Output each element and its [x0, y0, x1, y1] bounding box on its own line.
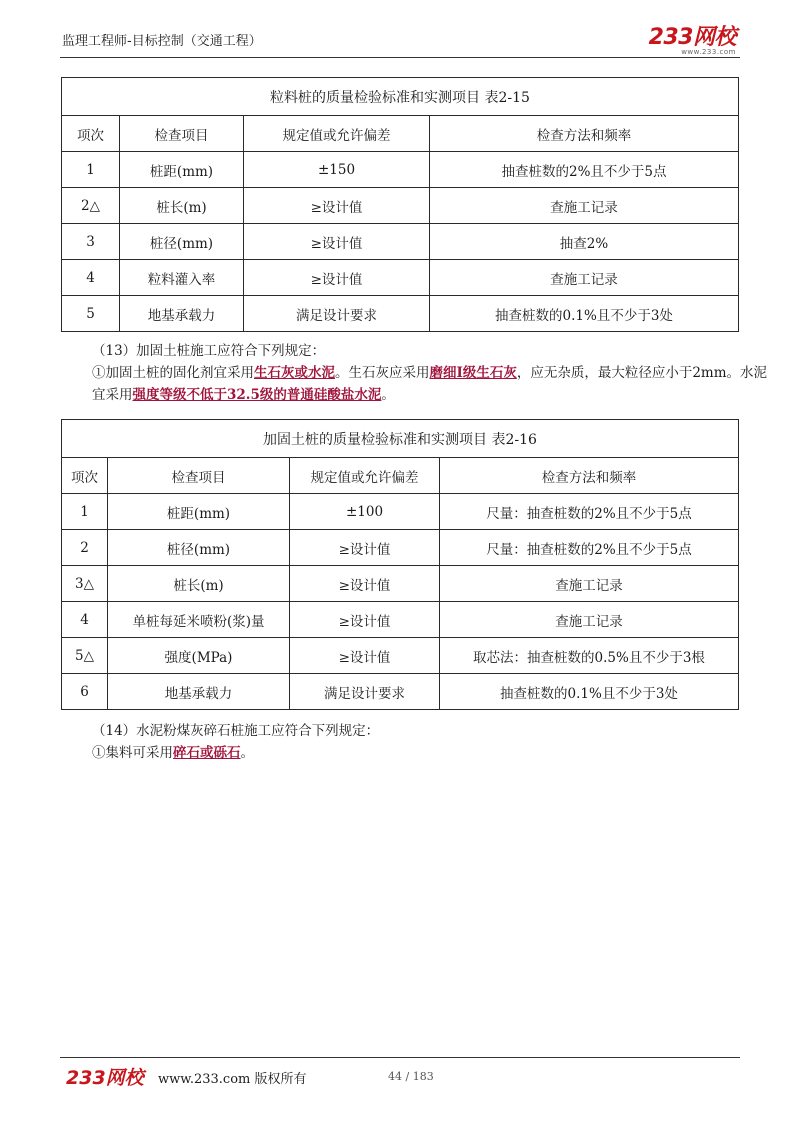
table-caption: 粒料桩的质量检验标准和实测项目 表2-15 — [62, 78, 739, 116]
highlight-text: 碎石或砾石 — [173, 745, 241, 761]
table-cell: 抽查桩数的0.1%且不少于3处 — [440, 674, 739, 710]
table-cell: 4 — [62, 260, 120, 296]
highlight-text: 强度等级不低于32.5级的普通硅酸盐水泥 — [132, 387, 382, 403]
header-divider — [60, 57, 740, 58]
table-caption: 加固土桩的质量检验标准和实测项目 表2-16 — [62, 420, 739, 458]
footer-divider — [60, 1057, 740, 1058]
table-cell: ≥设计值 — [290, 638, 440, 674]
table-2-16 — [61, 419, 739, 710]
column-header: 项次 — [62, 116, 120, 152]
table-cell: 查施工记录 — [440, 602, 739, 638]
table-row — [62, 296, 739, 332]
table-row — [62, 602, 739, 638]
brand-logo-site: www.233.com — [681, 48, 736, 56]
column-header: 检查方法和频率 — [440, 458, 739, 494]
table-cell: 尺量：抽查桩数的2%且不少于5点 — [440, 494, 739, 530]
table-cell: 4 — [62, 602, 108, 638]
table-cell: ≥设计值 — [244, 188, 430, 224]
table-2-15 — [61, 77, 739, 332]
table-cell: ≥设计值 — [244, 224, 430, 260]
table-cell: 查施工记录 — [430, 260, 739, 296]
column-header: 检查项目 — [120, 116, 244, 152]
page-number: 44 / 183 — [388, 1070, 434, 1083]
table-cell: 5 — [62, 296, 120, 332]
column-header: 检查项目 — [108, 458, 290, 494]
section-13-paragraph — [62, 362, 772, 406]
paragraph-text: ，应无杂质，最大粒径应小于2mm。水泥宜采用 — [92, 365, 768, 403]
highlight-text: 磨细Ⅰ级生石灰 — [429, 365, 517, 381]
table-cell: 地基承载力 — [120, 296, 244, 332]
table-cell: 5△ — [62, 638, 108, 674]
table-cell: 2 — [62, 530, 108, 566]
brand-logo[interactable] — [649, 20, 736, 56]
table-row — [62, 530, 739, 566]
section-14-paragraph — [62, 742, 772, 764]
table-cell: 1 — [62, 494, 108, 530]
table-cell: 桩长(m) — [108, 566, 290, 602]
table-cell: 桩距(mm) — [108, 494, 290, 530]
table-cell: 取芯法：抽查桩数的0.5%且不少于3根 — [440, 638, 739, 674]
table-header-row — [62, 116, 739, 152]
table-row — [62, 494, 739, 530]
table-cell: ≥设计值 — [290, 530, 440, 566]
paragraph-text: 。 — [240, 745, 254, 761]
table-cell: 2△ — [62, 188, 120, 224]
table-cell: 3 — [62, 224, 120, 260]
table-row — [62, 638, 739, 674]
table-header-row — [62, 458, 739, 494]
table-cell: 地基承载力 — [108, 674, 290, 710]
table-cell: 抽查2% — [430, 224, 739, 260]
table-cell: 1 — [62, 152, 120, 188]
table-cell: 查施工记录 — [430, 188, 739, 224]
table-cell: 桩距(mm) — [120, 152, 244, 188]
document-header-title: 监理工程师-目标控制（交通工程） — [62, 34, 262, 49]
paragraph-text: 。生石灰应采用 — [335, 365, 430, 381]
table-cell: 单桩每延米喷粉(浆)量 — [108, 602, 290, 638]
section-13-heading: （13）加固土桩施工应符合下列规定： — [92, 343, 326, 359]
footer-brand-logo[interactable]: 233网校 — [66, 1067, 144, 1089]
table-cell: ≥设计值 — [290, 602, 440, 638]
brand-logo-text: 233网校 — [648, 25, 736, 50]
table-cell: ±150 — [244, 152, 430, 188]
table-cell: 桩径(mm) — [120, 224, 244, 260]
table-row — [62, 674, 739, 710]
table-row — [62, 188, 739, 224]
table-cell: 桩径(mm) — [108, 530, 290, 566]
table-cell: 粒料灌入率 — [120, 260, 244, 296]
footer-copyright: www.233.com 版权所有 — [158, 1072, 307, 1087]
table-row — [62, 152, 739, 188]
table-cell: ≥设计值 — [244, 260, 430, 296]
table-row — [62, 566, 739, 602]
column-header: 规定值或允许偏差 — [290, 458, 440, 494]
paragraph-text: 。 — [381, 387, 395, 403]
table-cell: 满足设计要求 — [290, 674, 440, 710]
table-cell: 查施工记录 — [440, 566, 739, 602]
column-header: 规定值或允许偏差 — [244, 116, 430, 152]
table-cell: 尺量：抽查桩数的2%且不少于5点 — [440, 530, 739, 566]
table-cell: ≥设计值 — [290, 566, 440, 602]
table-cell: 强度(MPa) — [108, 638, 290, 674]
table-row — [62, 260, 739, 296]
table-cell: 抽查桩数的0.1%且不少于3处 — [430, 296, 739, 332]
table-cell: 桩长(m) — [120, 188, 244, 224]
paragraph-text: ①加固土桩的固化剂宜采用 — [92, 365, 254, 381]
highlight-text: 生石灰或水泥 — [254, 365, 335, 381]
table-cell: 抽查桩数的2%且不少于5点 — [430, 152, 739, 188]
column-header: 检查方法和频率 — [430, 116, 739, 152]
table-cell: 3△ — [62, 566, 108, 602]
paragraph-text: ①集料可采用 — [92, 745, 173, 761]
table-cell: ±100 — [290, 494, 440, 530]
table-cell: 满足设计要求 — [244, 296, 430, 332]
table-cell: 6 — [62, 674, 108, 710]
section-14-heading: （14）水泥粉煤灰碎石桩施工应符合下列规定： — [92, 723, 380, 739]
column-header: 项次 — [62, 458, 108, 494]
table-row — [62, 224, 739, 260]
